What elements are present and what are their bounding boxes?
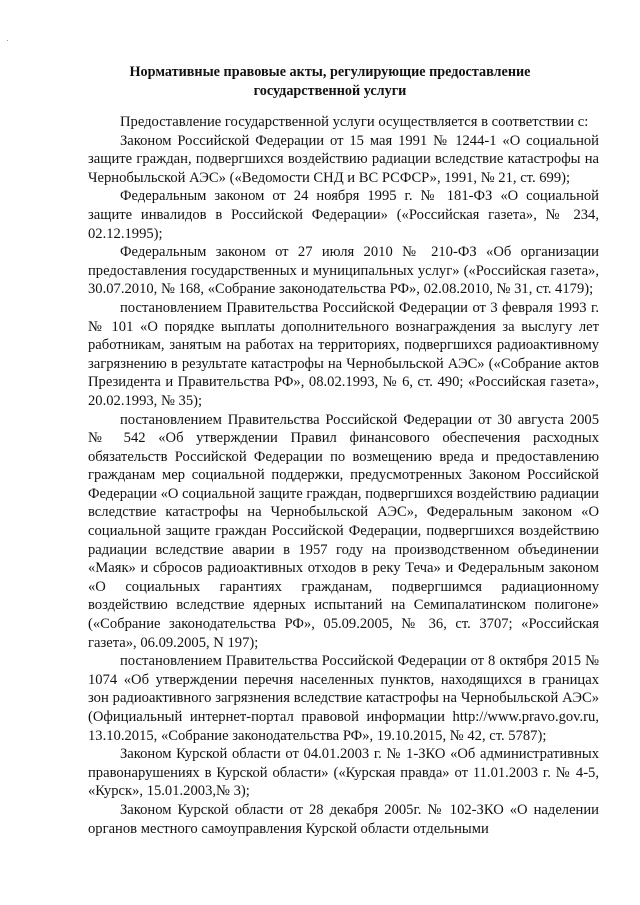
paragraph-law-210-fz: Федеральным законом от 27 июля 2010 № 210-ФЗ «Об организации предоставления государственных и муниципальных услуг» («Российская газета», 30.07.2010, № 168, «Собрание законодательства РФ», 02.08.2010, № 31, ст. 4179);: [88, 244, 599, 298]
paragraph-law-1244-1: Законом Российской Федерации от 15 мая 1991 № 1244-1 «О социальной защите граждан, подвергшихся воздействию радиации вследствие катастрофы на Чернобыльской АЭС» («Ведомости СНД и ВС РСФСР», 1991, № 21, ст. 699);: [88, 132, 599, 186]
paragraph-intro: Предоставление государственной услуги осуществляется в соответствии с:: [120, 114, 589, 130]
title-line-1: Нормативные правовые акты, регулирующие предоставление: [129, 64, 531, 80]
document-body: [88, 113, 599, 838]
document-title: [90, 63, 570, 101]
title-line-2: государственной услуги: [253, 83, 407, 99]
paragraph-resolution-101: постановлением Правительства Российской Федерации от 3 февраля 1993 г. № 101 «О порядке выплаты дополнительного вознаграждения за выслугу лет работникам, занятым на работах на территориях, подвергшихся радиоактивному загрязнению в результате катастрофы на Чернобыльской АЭС» («Собрание актов Президента и Правительства РФ», 08.02.1993, № 6, ст. 490; «Российская газета», 20.02.1993, № 35);: [88, 299, 599, 409]
paragraph-resolution-1074: постановлением Правительства Российской Федерации от 8 октября 2015 № 1074 «Об утверждении перечня населенных пунктов, находящихся в границах зон радиоактивного загрязнения вследствие катастрофы на Чернобыльской АЭС» (Официальный интернет-портал правовой информации http://www.pravo.gov.ru, 13.10.2015, «Собрание законодательства РФ», 19.10.2015, № 42, ст. 5787);: [88, 653, 599, 744]
paragraph-kursk-law-1-zko: Законом Курской области от 04.01.2003 г. № 1-ЗКО «Об административных правонарушениях в Курской области» («Курская правда» от 11.01.2003 г. № 4-5, «Курск», 15.01.2003,№ 3);: [88, 746, 599, 800]
scan-speck: [7, 40, 8, 41]
paragraph-kursk-law-102-zko: Законом Курской области от 28 декабря 2005г. № 102-ЗКО «О наделении органов местного самоуправления Курской области отдельными: [88, 801, 599, 837]
paragraph-resolution-542: постановлением Правительства Российской Федерации от 30 августа 2005 № 542 «Об утверждении Правил финансового обеспечения расходных обязательств Российской Федерации по возмещению вреда и предоставлению гражданам мер социальной поддержки, предусмотренных Законом Российской Федерации «О социальной защите граждан, подвергшихся воздействию радиации вследствие катастрофы на Чернобыльской АЭС», Федеральным законом «О социальной защите граждан Российской Федерации, подвергшихся воздействию радиации вследствие аварии в 1957 году на производственном объединении «Маяк» и сбросов радиоактивных отходов в реку Теча» и Федеральным законом «О социальных гарантиях гражданам, подвергшимся радиационному воздействию вследствие ядерных испытаний на Семипалатинском полигоне» («Собрание законодательства РФ», 05.09.2005, № 36, ст. 3707; «Российская газета», 06.09.2005, N 197);: [88, 411, 599, 651]
paragraph-law-181-fz: Федеральным законом от 24 ноября 1995 г. № 181-ФЗ «О социальной защите инвалидов в Российской Федерации» («Российская газета», № 234, 02.12.1995);: [88, 188, 599, 242]
